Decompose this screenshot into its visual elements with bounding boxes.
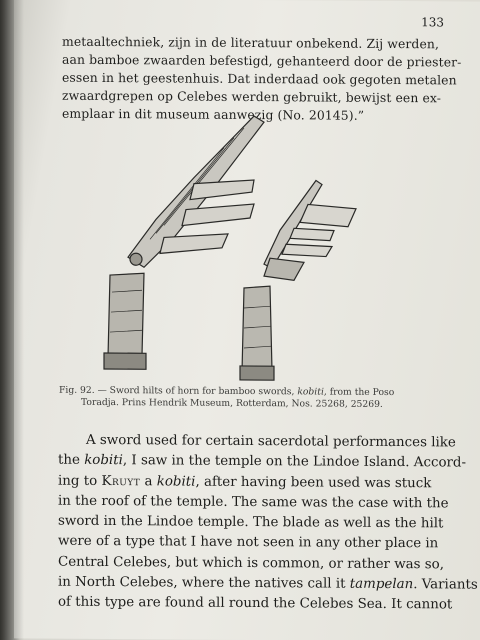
body-line: ing to Kruyt a kobiti, after having been used was stuck: [58, 473, 432, 491]
caption-line-2: Toradja. Prins Hendrik Museum, Rotterdam, Nos. 25268, 25269.: [81, 396, 383, 410]
body-line: sword in the Lindoe temple. The blade as well as the hilt: [58, 513, 444, 532]
quote-line: zwaardgrepen op Celebes werden gebruikt, bewijst een ex-: [62, 87, 442, 106]
quote-line: metaaltechniek, zijn in de literatuur onbekend. Zij werden,: [62, 33, 440, 52]
spine-shadow: [0, 0, 24, 640]
body-paragraph: [58, 431, 478, 616]
body-line: of this type are found all round the Celebes Sea. It cannot: [58, 595, 453, 613]
right-hilt-drawing: [240, 180, 356, 381]
quote-line: emplaar in dit museum aanwezig (No. 20145).”: [62, 105, 365, 123]
caption-line-1: Fig. 92. — Sword hilts of horn for bamboo swords, kobiti, from the Poso: [59, 384, 395, 399]
left-hilt-drawing: [104, 115, 264, 370]
body-line: were of a type that I have not seen in any other place in: [58, 534, 439, 552]
body-line: A sword used for certain sacerdotal performances like: [86, 432, 456, 451]
body-line: in the roof of the temple. The same was the case with the: [58, 493, 449, 512]
body-line: the kobiti, I saw in the temple on the Lindoe Island. Accord-: [58, 452, 467, 471]
body-line: in North Celebes, where the natives call it tampelan. Variants: [58, 574, 478, 593]
author-name: Kruyt: [101, 473, 141, 489]
book-page: [14, 0, 480, 640]
sword-hilts-illustration: [94, 107, 374, 389]
figure-caption: [59, 385, 439, 412]
page-number: 133: [421, 15, 444, 30]
body-line: Central Celebes, but which is common, or rather was so,: [58, 554, 444, 573]
quote-line: aan bamboe zwaarden befestigd, gehanteerd door de priester-: [62, 51, 462, 70]
quote-line: essen in het geestenhuis. Dat inderdaad ook gegoten metalen: [62, 69, 457, 88]
